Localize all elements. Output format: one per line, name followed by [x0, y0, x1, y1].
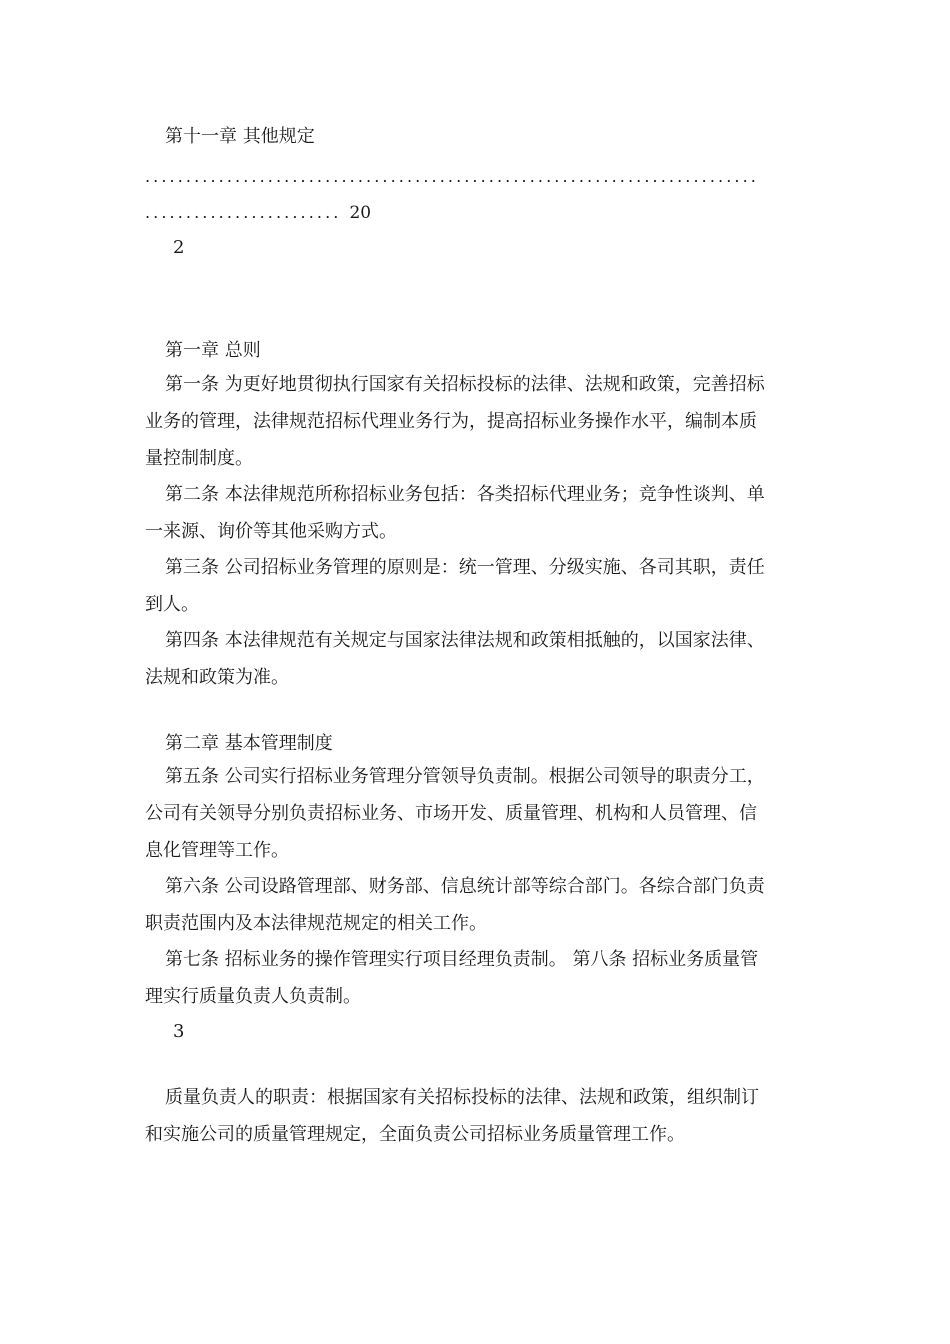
chapter2-line: 职责范围内及本法律规范规定的相关工作。	[145, 913, 487, 934]
closing-line: 质量负责人的职责：根据国家有关招标投标的法律、法规和政策，组织制订	[165, 1087, 759, 1108]
chapter2-line: 第六条 公司设路管理部、财务部、信息统计部等综合部门。各综合部门负责	[165, 876, 765, 897]
toc-leader-line-2: ........................	[145, 203, 342, 222]
chapter1-line: 法规和政策为准。	[145, 667, 289, 688]
toc-leader-line-2-row	[145, 203, 371, 223]
chapter1-line: 第三条 公司招标业务管理的原则是：统一管理、分级实施、各司其职，责任	[165, 557, 765, 578]
toc-leader-line-1: ...........................................................................	[145, 167, 759, 186]
chapter2-title: 第二章 基本管理制度	[165, 733, 333, 754]
chapter1-title: 第一章 总则	[165, 340, 261, 361]
chapter1-line: 第四条 本法律规范有关规定与国家法律法规和政策相抵触的，以国家法律、	[165, 630, 765, 651]
closing-line: 和实施公司的质量管理规定，全面负责公司招标业务质量管理工作。	[145, 1124, 685, 1145]
chapter1-line: 一来源、询价等其他采购方式。	[145, 521, 397, 542]
toc-chapter-title: 第十一章 其他规定	[165, 126, 315, 147]
chapter1-line: 第一条 为更好地贯彻执行国家有关招标投标的法律、法规和政策，完善招标	[165, 374, 765, 395]
toc-page-number: 20	[349, 203, 372, 223]
chapter2-line: 理实行质量负责人负责制。	[145, 986, 361, 1007]
chapter1-line: 第二条 本法律规范所称招标业务包括：各类招标代理业务；竞争性谈判、单	[165, 484, 765, 505]
chapter1-line: 到人。	[145, 594, 199, 615]
page-number-3: 3	[173, 1021, 185, 1042]
chapter2-line: 息化管理等工作。	[145, 840, 289, 861]
chapter1-line: 量控制制度。	[145, 448, 253, 469]
page-number-2: 2	[173, 237, 185, 258]
chapter1-line: 业务的管理，法律规范招标代理业务行为，提高招标业务操作水平，编制本质	[145, 411, 757, 432]
chapter2-line: 第五条 公司实行招标业务管理分管领导负责制。根据公司领导的职责分工，	[165, 766, 765, 787]
chapter2-line: 公司有关领导分别负责招标业务、市场开发、质量管理、机构和人员管理、信	[145, 803, 757, 824]
chapter2-line: 第七条 招标业务的操作管理实行项目经理负责制。 第八条 招标业务质量管	[165, 949, 759, 970]
